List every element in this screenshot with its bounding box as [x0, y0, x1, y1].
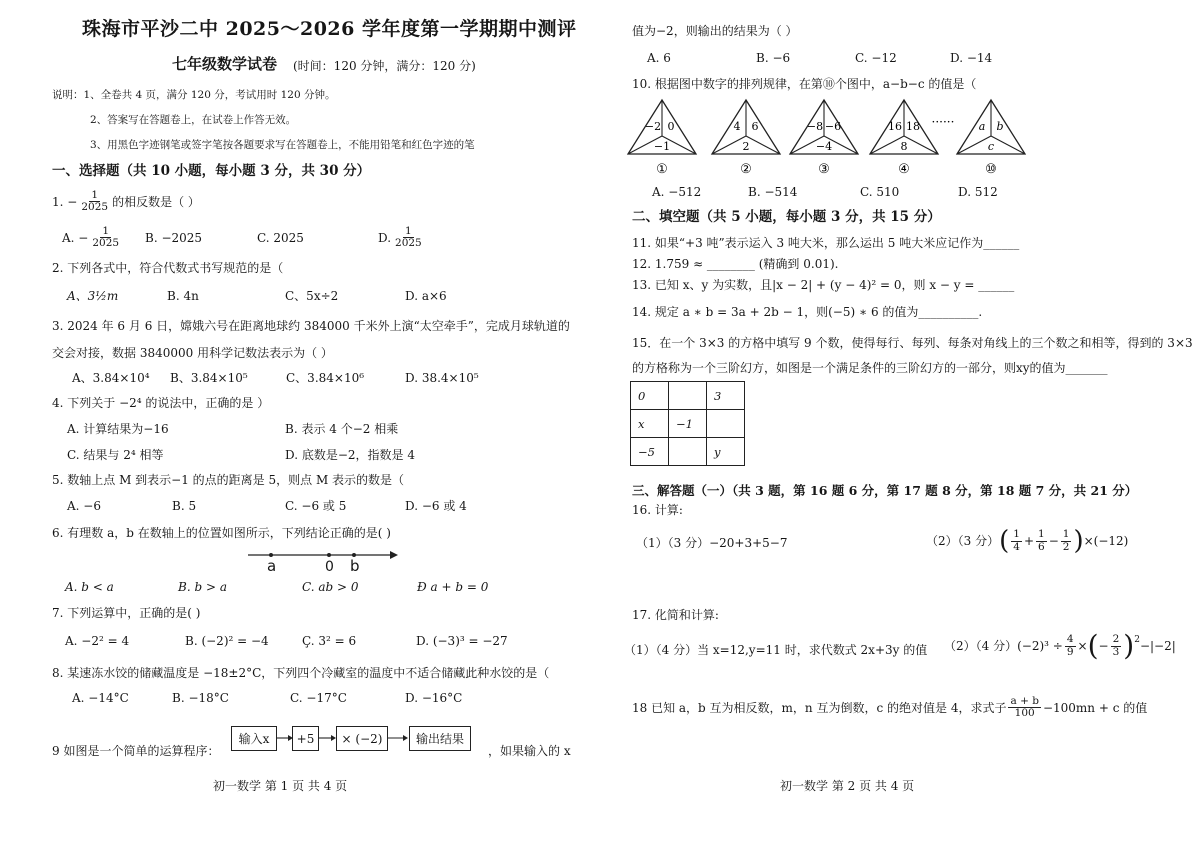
footer-page-1: 初一数学 第 1 页 共 4 页 [213, 779, 348, 793]
magic-cell [669, 382, 707, 410]
triangle-left-number: −8 [806, 120, 824, 133]
q7-option-c: Ç. 3² = 6 [302, 634, 357, 648]
q5-option-d: D. −6 或 4 [405, 499, 467, 513]
question-8: 8. 某速冻水饺的储藏温度是 −18±2°C，下列四个冷藏室的温度中不适合储藏此种水饺的是（ [52, 666, 550, 680]
section-choice-heading: 一、选择题（共 10 小题，每小题 3 分，共 30 分） [52, 163, 371, 179]
question-3-line-2: 交会对接，数据 3840000 用科学记数法表示为（ ） [52, 346, 333, 360]
q7-option-a: A. −2² = 4 [65, 634, 130, 648]
label-b: b [350, 557, 360, 575]
triangle-caption: ⑩ [985, 162, 997, 177]
magic-cell: x [631, 410, 669, 438]
q3-option-d: D. 38.4×10⁵ [405, 371, 479, 385]
q6-option-b: B. b > a [178, 580, 227, 594]
magic-cell [669, 438, 707, 466]
q10-option-c: C. 510 [860, 185, 900, 199]
note-1: 说明：1、全卷共 4 页，满分 120 分，考试用时 120 分钟。 [52, 89, 336, 101]
question-11: 11. 如果“+3 吨”表示运入 3 吨大米，那么运出 5 吨大米应记作为______ [632, 236, 1020, 250]
q2-option-a: A、3½m [67, 289, 119, 303]
question-16-part-1: （1）（3 分）−20+3+5−7 [636, 536, 788, 550]
exam-title: 珠海市平沙二中 2025～2026 学年度第一学期期中测评 [82, 18, 577, 40]
q8-option-a: A. −14°C [72, 691, 129, 705]
question-17-part-1: （1）（4 分）当 x=12,y=11 时，求代数式 2x+3y 的值 [624, 643, 928, 657]
flow-box-multiply: × (−2) [336, 726, 388, 751]
question-1: 1. − $\frac{1}{2025}$ 的相反数是（ ） [52, 189, 200, 214]
triangle-bottom-number: c [987, 140, 995, 153]
triangle-bottom-number: −1 [653, 140, 671, 153]
triangle-left-number: 4 [733, 120, 741, 133]
q9-option-a: A. 6 [647, 51, 671, 65]
q4-option-a: A. 计算结果为−16 [67, 422, 169, 436]
question-18: 18 已知 a，b 互为相反数，m，n 互为倒数，c 的绝对值是 4，求式子 $\frac{a + b}{100}$ −100mn + c 的值 [632, 695, 1148, 720]
question-7: 7. 下列运算中，正确的是( ) [52, 606, 201, 620]
q8-option-c: C. −17°C [290, 691, 347, 705]
q9-option-c: C. −12 [855, 51, 897, 65]
question-9: 9 如图是一个简单的运算程序： [52, 744, 220, 758]
q9-option-b: B. −6 [756, 51, 791, 65]
footer-page-2: 初一数学 第 2 页 共 4 页 [780, 779, 915, 793]
magic-cell: 0 [631, 382, 669, 410]
triangle-right-number: b [996, 120, 1004, 133]
q2-option-b: B. 4n [167, 289, 199, 303]
q3-option-b: B、3.84×10⁵ [170, 371, 248, 385]
section-fill-heading: 二、填空题（共 5 小题，每小题 3 分，共 15 分） [632, 209, 941, 225]
question-6: 6. 有理数 a，b 在数轴上的位置如图所示，下列结论正确的是( ) [52, 526, 391, 540]
q8-option-b: B. −18°C [172, 691, 229, 705]
question-15-line-1: 15．在一个 3×3 的方格中填写 9 个数，使得每行、每列、每条对角线上的三个数之和相等，得到的 3×3 [632, 336, 1193, 350]
q4-option-d: D. 底数是−2，指数是 4 [285, 448, 415, 462]
left-paren-icon: ( [1087, 629, 1099, 662]
flow-box-add: +5 [292, 726, 319, 751]
triangle-bottom-number: −4 [815, 140, 833, 153]
magic-cell: y [707, 438, 745, 466]
q7-option-d: D. (−3)³ = −27 [416, 634, 508, 648]
q7-option-b: B. (−2)² = −4 [185, 634, 269, 648]
magic-cell: 3 [707, 382, 745, 410]
question-16-part-2: （2）（3 分） ( $\frac{1}{4}$ + $\frac{1}{6}$ − $\frac{1}{2}$ ) ×(−12) [926, 526, 1129, 556]
q5-option-c: C. −6 或 5 [285, 499, 347, 513]
question-17-part-2: （2）（4 分）(−2)³ ÷ $\frac{4}{9}$ × ( − $\frac{2}{3}$ ) 2 −|−2| [944, 629, 1176, 662]
exam-subtitle: 七年级数学试卷 [172, 55, 278, 73]
q2-option-c: C、5x÷2 [285, 289, 339, 303]
triangle-caption: ④ [898, 162, 910, 177]
fraction: $\frac{1}{2025}$ [81, 189, 109, 214]
note-2: 2、答案写在答题卷上，在试卷上作答无效。 [90, 114, 297, 126]
section-answer-heading: 三、解答题（一）（共 3 题，第 16 题 6 分，第 17 题 8 分，第 18 题 7 分，共 21 分） [632, 483, 1138, 498]
question-10: 10. 根据图中数字的排列规律，在第⑩个图中，a−b−c 的值是（ [632, 77, 977, 91]
number-line-figure [240, 547, 400, 577]
arrow-head-icon [390, 551, 398, 559]
flow-box-input: 输入x [231, 726, 277, 751]
ellipsis-dots: ······ [931, 115, 955, 129]
triangle-bottom-number: 8 [900, 140, 908, 153]
triangle-left-number: a [978, 120, 986, 133]
question-4: 4. 下列关于 −2⁴ 的说法中，正确的是 ） [52, 396, 270, 410]
arrow-right-icon [288, 735, 293, 741]
triangle-caption: ① [656, 162, 668, 177]
right-paren-icon: ) [1073, 526, 1084, 556]
q2-option-d: D. a×6 [405, 289, 447, 303]
q10-option-b: B. −514 [748, 185, 798, 199]
triangle-right-number: 18 [906, 120, 920, 133]
magic-cell: −5 [631, 438, 669, 466]
q1-option-c: C. 2025 [257, 231, 304, 245]
left-paren-icon: ( [999, 526, 1010, 556]
label-a: a [267, 557, 277, 575]
q1-option-a: A. − $\frac{1}{2025}$ [62, 225, 120, 250]
table-row [631, 410, 745, 438]
triangle-right-number: 0 [667, 120, 675, 133]
q3-option-a: A、3.84×10⁴ [72, 371, 150, 385]
triangle-caption: ③ [818, 162, 830, 177]
triangle-right-number: −6 [824, 120, 842, 133]
q5-option-a: A. −6 [67, 499, 101, 513]
question-17: 17. 化简和计算: [632, 608, 719, 622]
q3-option-c: C、3.84×10⁶ [286, 371, 365, 385]
table-row [631, 438, 745, 466]
label-zero: 0 [325, 559, 334, 575]
question-13: 13. 已知 x、y 为实数，且|x − 2| + (y − 4)² = 0，则 x − y = ______ [632, 278, 1015, 292]
q8-option-d: D. −16°C [405, 691, 463, 705]
flow-box-output: 输出结果 [409, 726, 471, 751]
q6-option-d: Đ a + b = 0 [417, 580, 489, 594]
magic-cell [707, 410, 745, 438]
question-9-tail: ，如果输入的 x [488, 744, 571, 758]
question-5: 5. 数轴上点 M 到表示−1 的点的距离是 5，则点 M 表示的数是（ [52, 473, 405, 487]
question-9-continued: 值为−2，则输出的结果为（ ） [632, 24, 798, 38]
q5-option-b: B. 5 [172, 499, 197, 513]
triangle-left-number: −2 [644, 120, 662, 133]
question-16: 16. 计算: [632, 503, 683, 517]
q4-option-c: C. 结果与 2⁴ 相等 [67, 448, 164, 462]
triangle-left-number: 16 [888, 120, 902, 133]
exam-time-info: (时间：120 分钟，满分：120 分) [293, 59, 476, 73]
flow-arrows [275, 730, 475, 746]
q4-option-b: B. 表示 4 个−2 相乘 [285, 422, 399, 436]
magic-square-table [630, 381, 745, 466]
triangle-right-number: 6 [751, 120, 759, 133]
triangle-caption: ② [740, 162, 752, 177]
triangle-bottom-number: 2 [742, 140, 750, 153]
q1-option-b: B. −2025 [145, 231, 203, 245]
arrow-right-icon [403, 735, 408, 741]
question-2: 2. 下列各式中，符合代数式书写规范的是（ [52, 261, 284, 275]
q9-option-d: D. −14 [950, 51, 993, 65]
q10-option-a: A. −512 [652, 185, 702, 199]
arrow-right-icon [331, 735, 336, 741]
magic-cell: −1 [669, 410, 707, 438]
question-12: 12. 1.759 ≈ ________ (精确到 0.01). [632, 257, 839, 271]
q6-option-c: C. ab > 0 [302, 580, 359, 594]
right-paren-icon: ) [1123, 629, 1135, 662]
note-3: 3、用黑色字迹钢笔或签字笔按各题要求写在答题卷上，不能用铅笔和红色字迹的笔 [90, 139, 475, 151]
table-row [631, 382, 745, 410]
triangle-pattern-figure [625, 96, 1025, 181]
question-15-line-2: 的方格称为一个三阶幻方，如图是一个满足条件的三阶幻方的一部分，则xy的值为_______ [632, 361, 1108, 375]
q10-option-d: D. 512 [958, 185, 998, 199]
q1-option-d: D. $\frac{1}{2025}$ [378, 225, 422, 250]
q6-option-a: A. b < a [65, 580, 114, 594]
question-14: 14. 规定 a ∗ b = 3a + 2b − 1，则(−5) ∗ 6 的值为__________. [632, 305, 983, 319]
point-zero [327, 553, 331, 557]
question-3-line-1: 3. 2024 年 6 月 6 日，嫦娥六号在距离地球约 384000 千米外上演“太空牵手”，完成月球轨道的 [52, 319, 570, 333]
